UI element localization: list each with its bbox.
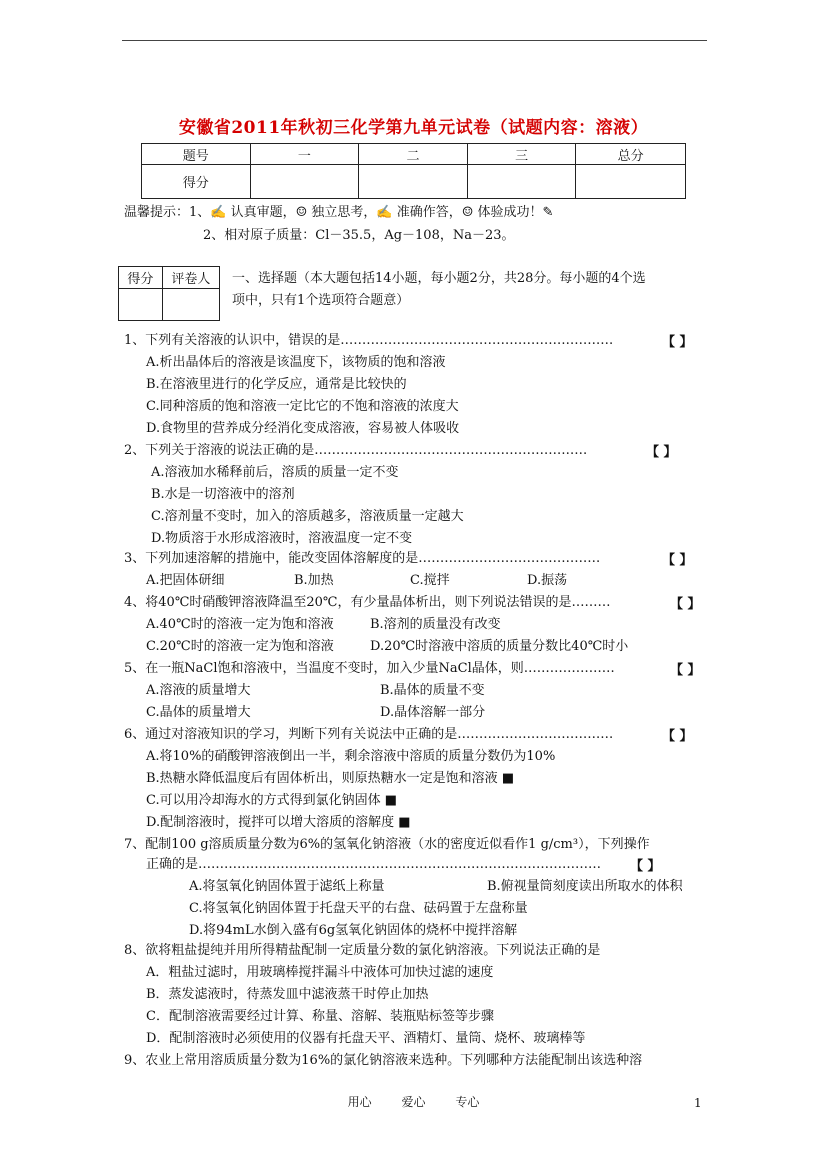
answer-bracket[interactable]: 【 】	[630, 859, 661, 874]
question-6-stem: 6、通过对溶液知识的学习，判断下列有关说法中正确的是………………………………	[124, 727, 614, 742]
option: C.搅拌	[410, 573, 450, 588]
option: A.40℃时的溶液一定为饱和溶液	[146, 617, 334, 632]
option: C.将氢氧化钠固体置于托盘天平的右盘、砝码置于左盘称量	[189, 901, 528, 916]
option: D．配制溶液时必须使用的仪器有托盘天平、酒精灯、量筒、烧杯、玻璃棒等	[146, 1031, 586, 1046]
grader-name-label: 评卷人	[162, 267, 219, 289]
question-1-stem: 1、下列有关溶液的认识中，错误的是………………………………………………………	[124, 333, 614, 348]
answer-bracket[interactable]: 【 】	[670, 663, 701, 678]
score-table	[141, 143, 686, 199]
grader-score-label: 得分	[119, 267, 163, 289]
score-header-cell: 题号	[142, 144, 251, 165]
page-number: 1	[694, 1096, 702, 1110]
option: B.在溶液里进行的化学反应，通常是比较快的	[146, 377, 407, 392]
score-header-cell: 三	[467, 144, 576, 165]
header-rule	[122, 40, 707, 41]
option: A.析出晶体后的溶液是该温度下，该物质的饱和溶液	[146, 355, 446, 370]
option: D.振荡	[527, 573, 568, 588]
option: D.20℃时溶液中溶质的质量分数比40℃时小	[370, 639, 629, 654]
footer-word: 专心	[455, 1095, 480, 1109]
answer-bracket[interactable]: 【 】	[670, 597, 701, 612]
option: D.物质溶于水形成溶液时，溶液温度一定不变	[151, 531, 413, 546]
option: B．蒸发滤液时，待蒸发皿中滤液蒸干时停止加热	[146, 987, 429, 1002]
option: D.配制溶液时，搅拌可以增大溶质的溶解度 ■	[146, 815, 411, 830]
option: A.把固体研细	[146, 573, 225, 588]
section-1-heading-line-1: 一、选择题（本大题包括14小题，每小题2分，共28分。每小题的4个选	[232, 271, 646, 286]
option: A.溶液加水稀释前后，溶质的质量一定不变	[151, 465, 399, 480]
option: B.水是一切溶液中的溶剂	[151, 487, 295, 502]
option: A.将氢氧化钠固体置于滤纸上称量	[189, 879, 385, 894]
question-9-stem: 9、农业上常用溶质质量分数为16%的氯化钠溶液来选种。下列哪种方法能配制出该选种溶	[124, 1053, 643, 1068]
grader-score-cell[interactable]	[119, 289, 163, 321]
score-row-label: 得分	[142, 165, 251, 199]
option: D.晶体溶解一部分	[380, 705, 486, 720]
footer-word: 用心	[347, 1095, 372, 1109]
tips-line-2: 2、相对原子质量：Cl－35.5，Ag－108，Na－23。	[203, 228, 515, 243]
question-8-stem: 8、欲将粗盐提纯并用所得精盐配制一定质量分数的氯化钠溶液。下列说法正确的是	[124, 943, 601, 958]
score-cell[interactable]	[576, 165, 686, 199]
option: B.加热	[294, 573, 334, 588]
section-1-heading-line-2: 项中，只有1个选项符合题意）	[232, 293, 410, 308]
grader-box	[118, 266, 220, 321]
option: C．配制溶液需要经过计算、称量、溶解、装瓶贴标签等步骤	[146, 1009, 494, 1024]
page-footer	[0, 1093, 827, 1110]
question-7-stem-cont: 正确的是…………………………………………………………………………………	[146, 857, 602, 872]
score-header-cell: 二	[359, 144, 468, 165]
answer-bracket[interactable]: 【 】	[662, 729, 693, 744]
option: A.将10%的硝酸钾溶液倒出一半，剩余溶液中溶质的质量分数仍为10%	[146, 749, 556, 764]
question-3-stem: 3、下列加速溶解的措施中，能改变固体溶解度的是……………………………………	[124, 551, 601, 566]
option: A．粗盐过滤时，用玻璃棒搅拌漏斗中液体可加快过滤的速度	[146, 965, 494, 980]
option: B.晶体的质量不变	[380, 683, 485, 698]
option: C.同种溶质的饱和溶液一定比它的不饱和溶液的浓度大	[146, 399, 459, 414]
answer-bracket[interactable]: 【 】	[662, 553, 693, 568]
option: D.将94mL水倒入盛有6g氢氧化钠固体的烧杯中搅拌溶解	[189, 923, 518, 938]
page-title: 安徽省2011年秋初三化学第九单元试卷（试题内容：溶液）	[178, 118, 649, 138]
answer-bracket[interactable]: 【 】	[646, 445, 677, 460]
question-7-stem: 7、配制100 g溶质质量分数为6%的氢氧化钠溶液（水的密度近似看作1 g/cm³），下列操作	[124, 837, 650, 852]
question-2-stem: 2、下列关于溶液的说法正确的是………………………………………………………	[124, 443, 588, 458]
option: B.溶剂的质量没有改变	[370, 617, 501, 632]
grader-name-cell[interactable]	[162, 289, 219, 321]
option: C.溶剂量不变时，加入的溶质越多，溶液质量一定越大	[151, 509, 464, 524]
footer-word: 爱心	[401, 1095, 426, 1109]
option: A.溶液的质量增大	[146, 683, 251, 698]
tips-line-1: 温馨提示：1、✍ 认真审题，☺ 独立思考，✍ 准确作答，☺ 体验成功！✎	[124, 205, 554, 220]
question-4-stem: 4、将40℃时硝酸钾溶液降温至20℃，有少量晶体析出，则下列说法错误的是………	[124, 595, 611, 610]
option: B.俯视量筒刻度读出所取水的体积	[487, 879, 683, 894]
question-5-stem: 5、在一瓶NaCl饱和溶液中，当温度不变时，加入少量NaCl晶体，则…………………	[124, 661, 615, 676]
score-cell[interactable]	[250, 165, 359, 199]
score-header-cell: 总分	[576, 144, 686, 165]
option: C.20℃时的溶液一定为饱和溶液	[146, 639, 334, 654]
answer-bracket[interactable]: 【 】	[662, 335, 693, 350]
option: D.食物里的营养成分经消化变成溶液，容易被人体吸收	[146, 421, 460, 436]
option: C.晶体的质量增大	[146, 705, 251, 720]
option: B.热糖水降低温度后有固体析出，则原热糖水一定是饱和溶液 ■	[146, 771, 515, 786]
score-header-cell: 一	[250, 144, 359, 165]
score-cell[interactable]	[359, 165, 468, 199]
option: C.可以用冷却海水的方式得到氯化钠固体 ■	[146, 793, 398, 808]
score-cell[interactable]	[467, 165, 576, 199]
